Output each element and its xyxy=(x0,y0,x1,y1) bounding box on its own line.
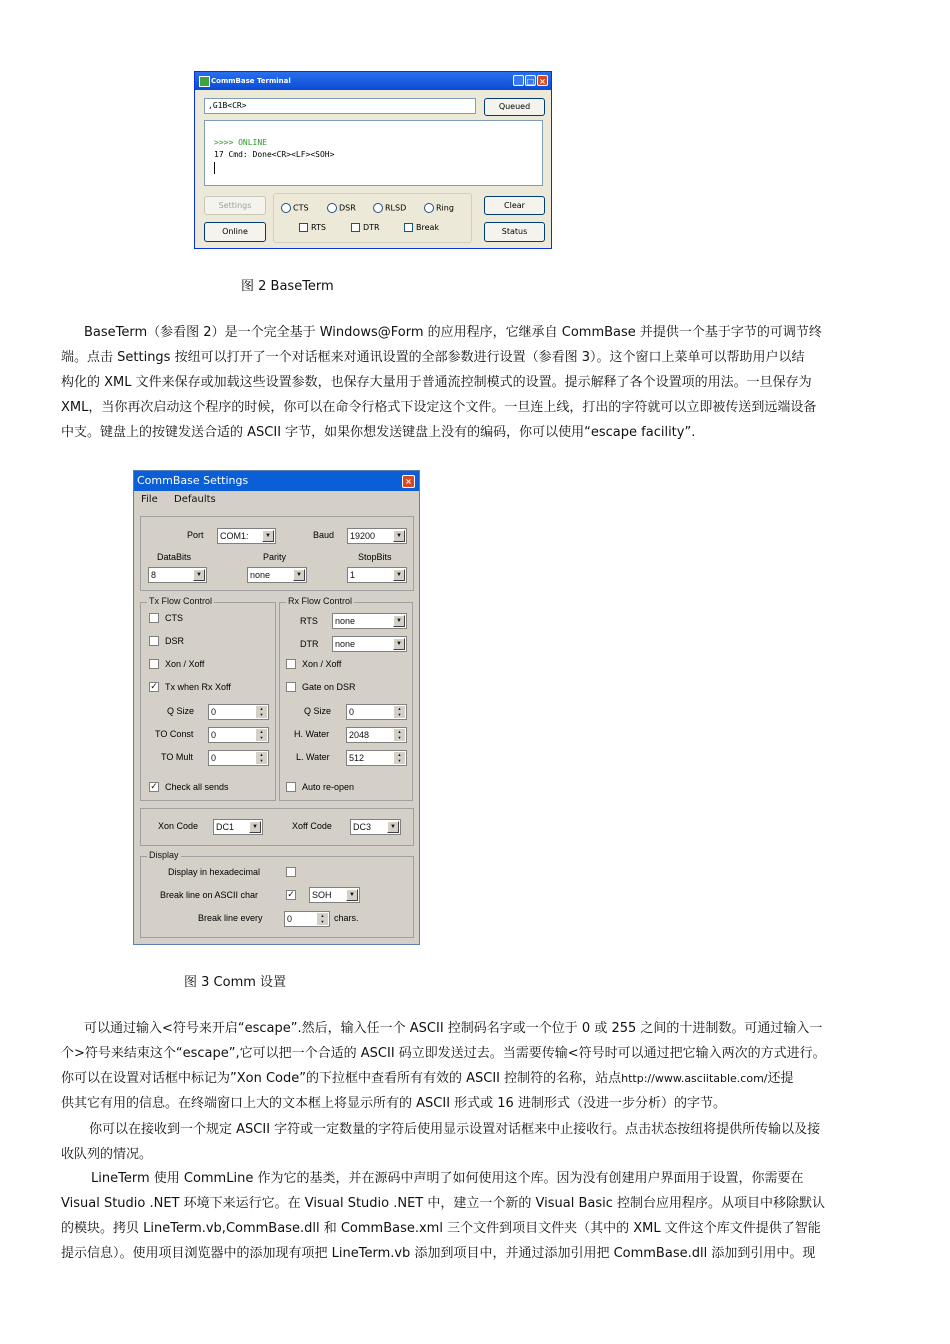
clear-button[interactable]: Clear xyxy=(484,196,545,215)
settings-title-bar xyxy=(134,471,419,491)
paragraph-escape xyxy=(61,1016,911,1116)
stopbits-select[interactable]: 1 ▼ xyxy=(347,567,407,583)
tx-xon-label: Xon / Xoff xyxy=(165,659,205,669)
modem-lines-group xyxy=(273,193,472,243)
hex-label: Display in hexadecimal xyxy=(168,867,261,877)
rts-select[interactable]: none ▼ xyxy=(332,613,407,629)
close-icon[interactable]: × xyxy=(402,475,415,488)
tomult-spinner[interactable]: 0 ▲ ▼ xyxy=(208,750,269,766)
lwater-spinner[interactable]: 512 ▲ ▼ xyxy=(346,750,407,766)
break-checkbox[interactable]: Break xyxy=(404,223,439,232)
text-line: Visual Studio .NET 环境下来运行它。在 Visual Studio .NET 中，建立一个新的 Visual Basic 控制台应用程序。从项目中移除默认 xyxy=(61,1196,826,1211)
dtr-checkbox[interactable]: DTR xyxy=(351,223,380,232)
check-all-sends-checkbox[interactable]: ✓ xyxy=(150,782,158,792)
cts-indicator: CTS xyxy=(281,203,309,213)
toconst-spinner[interactable]: 0 ▲ ▼ xyxy=(208,727,269,743)
port-select[interactable]: COM1: ▼ xyxy=(217,528,276,544)
tx-when-rx-xoff-label: Tx when Rx Xoff xyxy=(165,682,231,692)
chevron-down-icon: ▼ xyxy=(346,889,358,901)
text-line: 收队列的情况。 xyxy=(61,1147,153,1162)
tx-cts-checkbox[interactable] xyxy=(149,613,159,623)
paragraph-baseterm xyxy=(61,320,911,445)
parity-label: Parity xyxy=(263,552,287,562)
settings-title: CommBase Settings xyxy=(137,474,249,487)
tx-dsr-checkbox[interactable] xyxy=(149,636,159,646)
databits-select[interactable]: 8 ▼ xyxy=(148,567,207,583)
paragraph-display xyxy=(61,1117,911,1167)
break-ascii-label: Break line on ASCII char xyxy=(160,890,259,900)
terminal-line-cmd: 17 Cmd: Done<CR><LF><SOH> xyxy=(214,150,335,159)
dsr-indicator: DSR xyxy=(327,203,356,213)
terminal-title-bar xyxy=(195,72,551,90)
text-line: 的模块。拷贝 LineTerm.vb,CommBase.dll 和 CommBase.xml 三个文件到项目文件夹（其中的 XML 文件这个库文件提供了智能 xyxy=(61,1221,821,1236)
hwater-label: H. Water xyxy=(294,729,330,739)
xon-code-select[interactable]: DC1 ▼ xyxy=(213,819,263,835)
terminal-title: CommBase Terminal xyxy=(211,77,291,85)
settings-window xyxy=(133,470,420,945)
chevron-down-icon: ▼ xyxy=(393,638,405,650)
close-icon[interactable]: × xyxy=(537,75,548,86)
status-button[interactable]: Status xyxy=(484,222,545,242)
tx-dsr-label: DSR xyxy=(165,636,185,646)
gate-dsr-checkbox[interactable] xyxy=(286,682,296,692)
rx-qsize-label: Q Size xyxy=(304,706,332,716)
menu-defaults[interactable]: Defaults xyxy=(174,494,216,505)
rx-xon-label: Xon / Xoff xyxy=(302,659,342,669)
xon-code-label: Xon Code xyxy=(158,821,199,831)
terminal-window xyxy=(194,71,552,249)
rx-qsize-spinner[interactable]: 0 ▲ ▼ xyxy=(346,704,407,720)
baud-select[interactable]: 19200 ▼ xyxy=(347,528,407,544)
text-line: 构化的 XML 文件来保存或加载这些设置参数，也保存大量用于普通流控制模式的设置。提示解释了各个设置项的用法。一旦保存为 xyxy=(61,375,812,390)
dtr-select[interactable]: none ▼ xyxy=(332,636,407,652)
text-line: BaseTerm（参看图 2）是一个完全基于 Windows@Form 的应用程序，它继承自 CommBase 并提供一个基于字节的可调节终 xyxy=(84,325,822,340)
chevron-down-icon: ▼ xyxy=(393,615,405,627)
spinner-arrows-icon[interactable]: ▲ ▼ xyxy=(256,706,267,718)
minimize-icon[interactable]: _ xyxy=(513,75,524,86)
figure2-caption: 图 2 BaseTerm xyxy=(241,279,334,294)
text-cursor xyxy=(214,162,215,174)
text-line: 你可以在接收到一个规定 ASCII 字符或一定数量的字符后使用显示设置对话框来中止接收行。点击状态按纽将提供所传输以及接 xyxy=(89,1122,821,1137)
rlsd-indicator: RLSD xyxy=(373,203,406,213)
toconst-label: TO Const xyxy=(155,729,194,739)
rx-flow-group xyxy=(279,596,413,801)
databits-label: DataBits xyxy=(157,552,192,562)
rx-xon-checkbox[interactable] xyxy=(286,659,296,669)
check-all-sends-label: Check all sends xyxy=(165,782,229,792)
dtr-check-icon xyxy=(351,223,360,232)
rx-flow-group-label: Rx Flow Control xyxy=(288,596,353,606)
chevron-down-icon: ▼ xyxy=(293,569,305,581)
dsr-radio-icon xyxy=(327,203,337,213)
text-line: 个>符号来结束这个“escape”,它可以把一个合适的 ASCII 码立即发送过去。当需要传输<符号时可以通过把它输入两次的方式进行。 xyxy=(61,1046,826,1061)
break-every-spinner[interactable]: 0 ▲ ▼ xyxy=(284,911,330,927)
app-icon xyxy=(199,76,210,87)
chevron-down-icon: ▼ xyxy=(387,821,399,833)
spinner-arrows-icon[interactable]: ▲ ▼ xyxy=(256,752,267,764)
rts-label: RTS xyxy=(300,616,318,626)
xoff-code-select[interactable]: DC3 ▼ xyxy=(350,819,401,835)
tx-cts-label: CTS xyxy=(165,613,183,623)
text-line: LineTerm 使用 CommLine 作为它的基类，并在源码中声明了如何使用这个库。因为没有创建用户界面用于设置，你需要在 xyxy=(91,1171,804,1186)
text-line: 提示信息）。使用项目浏览器中的添加现有项把 LineTerm.vb 添加到项目中，并通过添加引用把 CommBase.dll 添加到引用中。现 xyxy=(61,1246,816,1261)
tx-xon-checkbox[interactable] xyxy=(149,659,159,669)
cts-radio-icon xyxy=(281,203,291,213)
asciitable-link[interactable]: http://www.asciitable.com/ xyxy=(621,1072,768,1085)
tomult-label: TO Mult xyxy=(161,752,193,762)
parity-select[interactable]: none ▼ xyxy=(247,567,307,583)
break-ascii-checkbox[interactable]: ✓ xyxy=(287,890,295,900)
port-label: Port xyxy=(187,530,204,540)
command-input[interactable]: ,G1B<CR> xyxy=(204,98,476,114)
ring-indicator: Ring xyxy=(424,203,454,213)
maximize-icon[interactable]: □ xyxy=(526,77,535,86)
terminal-line-online: >>>> ONLINE xyxy=(214,138,267,147)
settings-button[interactable]: Settings xyxy=(204,196,266,215)
text-line: 供其它有用的信息。在终端窗口上大的文本框上将显示所有的 ASCII 形式或 16 进制形式（没进一步分析）的字节。 xyxy=(61,1096,726,1111)
lwater-label: L. Water xyxy=(296,752,330,762)
spinner-arrows-icon[interactable]: ▲ ▼ xyxy=(256,729,267,741)
menu-bar xyxy=(134,491,419,509)
chars-label: chars. xyxy=(334,913,359,923)
tx-qsize-spinner[interactable]: 0 ▲ ▼ xyxy=(208,704,269,720)
stopbits-label: StopBits xyxy=(358,552,392,562)
menu-file[interactable]: File xyxy=(141,494,158,505)
text-line: 你可以在设置对话框中标记为”Xon Code”的下拉框中查看所有有效的 ASCII 控制符的名称，站点http://www.asciitable.com/还提 xyxy=(61,1071,794,1086)
text-line: 端。点击 Settings 按纽可以打开了一个对话框来对通讯设置的全部参数进行设置（参看图 3）。这个窗口上菜单可以帮助用户以结 xyxy=(61,350,805,365)
auto-reopen-checkbox[interactable] xyxy=(286,782,296,792)
xoff-code-label: Xoff Code xyxy=(292,821,332,831)
spinner-arrows-icon[interactable]: ▲ ▼ xyxy=(394,729,405,741)
break-every-label: Break line every xyxy=(198,913,263,923)
rts-checkbox[interactable]: RTS xyxy=(299,223,326,232)
gate-dsr-label: Gate on DSR xyxy=(302,682,356,692)
text-line: 中支。键盘上的按键发送合适的 ASCII 字节，如果你想发送键盘上没有的编码，你可以使用“escape facility”. xyxy=(61,425,696,440)
chevron-down-icon: ▼ xyxy=(393,530,405,542)
tx-flow-group xyxy=(140,596,276,801)
dtr-label: DTR xyxy=(300,639,319,649)
rlsd-radio-icon xyxy=(373,203,383,213)
break-check-icon xyxy=(404,223,413,232)
text-line: 可以通过输入<符号来开启“escape”.然后，输入任一个 ASCII 控制码名字或一个位于 0 或 255 之间的十进制数。可通过输入一 xyxy=(84,1021,823,1036)
chevron-down-icon: ▼ xyxy=(393,569,405,581)
baud-label: Baud xyxy=(313,530,335,540)
chevron-down-icon: ▼ xyxy=(262,530,274,542)
break-ascii-select[interactable]: SOH ▼ xyxy=(309,887,360,903)
chevron-down-icon: ▼ xyxy=(249,821,261,833)
text-line: XML，当你再次启动这个程序的时候，你可以在命令行格式下设定这个文件。一旦连上线，打出的字符就可以立即被传送到远端设备 xyxy=(61,400,817,415)
spinner-arrows-icon[interactable]: ▲ ▼ xyxy=(394,752,405,764)
tx-qsize-label: Q Size xyxy=(167,706,195,716)
terminal-output[interactable] xyxy=(204,120,543,186)
tx-when-rx-xoff-checkbox[interactable]: ✓ xyxy=(150,682,158,692)
queued-button[interactable]: Queued xyxy=(484,98,545,116)
spinner-arrows-icon[interactable]: ▲ ▼ xyxy=(317,913,328,925)
display-group-label: Display xyxy=(149,850,179,860)
online-button[interactable]: Online xyxy=(204,222,266,242)
tx-flow-group-label: Tx Flow Control xyxy=(149,596,213,606)
hwater-spinner[interactable]: 2048 ▲ ▼ xyxy=(346,727,407,743)
rts-check-icon xyxy=(299,223,308,232)
figure3-caption: 图 3 Comm 设置 xyxy=(184,975,287,990)
spinner-arrows-icon[interactable]: ▲ ▼ xyxy=(394,706,405,718)
hex-checkbox[interactable] xyxy=(286,867,296,877)
ring-radio-icon xyxy=(424,203,434,213)
paragraph-lineterm xyxy=(61,1166,911,1266)
auto-reopen-label: Auto re-open xyxy=(302,782,355,792)
chevron-down-icon: ▼ xyxy=(193,569,205,581)
